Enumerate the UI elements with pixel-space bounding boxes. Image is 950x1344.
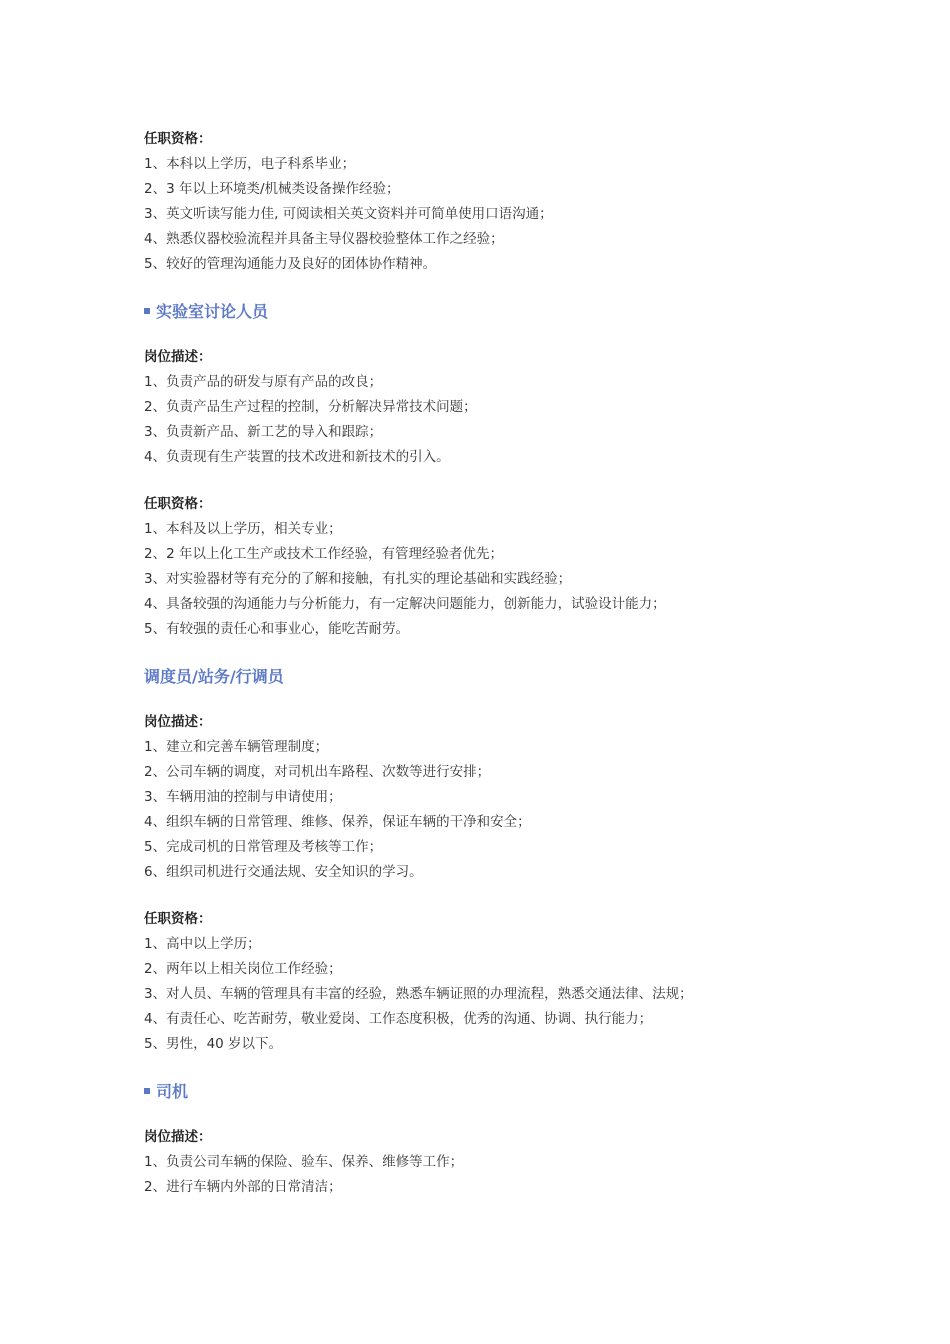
block-label: 任职资格： (144, 911, 212, 927)
list-item: 4、具备较强的沟通能力与分析能力，有一定解决问题能力，创新能力，试验设计能力； (144, 596, 666, 612)
block-spacer (144, 470, 864, 492)
list-item: 2、公司车辆的调度，对司机出车路程、次数等进行安排； (144, 764, 491, 780)
section-heading-text: 调度员/站务/行调员 (144, 667, 284, 686)
list-item: 3、对实验器材等有充分的了解和接触，有扎实的理论基础和实践经验； (144, 571, 572, 587)
heading-spacer (144, 690, 864, 710)
list-item: 2、负责产品生产过程的控制，分析解决异常技术问题； (144, 399, 477, 415)
section-heading-text: 实验室讨论人员 (156, 302, 269, 321)
list-item: 4、有责任心、吃苦耐劳，敬业爱岗、工作态度积极，优秀的沟通、协调、执行能力； (144, 1011, 653, 1027)
heading-spacer (144, 325, 864, 345)
list-item: 6、组织司机进行交通法规、安全知识的学习。 (144, 864, 423, 880)
list-item: 3、英文听读写能力佳, 可阅读相关英文资料并可简单使用口语沟通； (144, 206, 553, 222)
section-spacer (144, 642, 864, 664)
list-item: 1、本科及以上学历，相关专业； (144, 521, 342, 537)
list-item: 2、3 年以上环境类/机械类设备操作经验； (144, 181, 400, 197)
list-item: 2、两年以上相关岗位工作经验； (144, 961, 342, 977)
list-item: 1、本科以上学历，电子科系毕业； (144, 156, 356, 172)
section-spacer (144, 1057, 864, 1079)
section-heading-text: 司机 (156, 1082, 189, 1101)
list-item: 4、组织车辆的日常管理、维修、保养，保证车辆的干净和安全； (144, 814, 531, 830)
list-item: 5、较好的管理沟通能力及良好的团体协作精神。 (144, 256, 437, 272)
block-label: 任职资格： (144, 496, 212, 512)
list-item: 1、负责产品的研发与原有产品的改良； (144, 374, 383, 390)
list-item: 2、2 年以上化工生产或技术工作经验，有管理经验者优先； (144, 546, 503, 562)
square-bullet-icon (144, 308, 150, 314)
document-body (144, 127, 864, 1200)
list-item: 4、熟悉仪器校验流程并具备主导仪器校验整体工作之经验； (144, 231, 504, 247)
list-item: 3、对人员、车辆的管理具有丰富的经验，熟悉车辆证照的办理流程，熟悉交通法律、法规； (144, 986, 693, 1002)
block-label: 任职资格： (144, 131, 212, 147)
section-heading (144, 664, 864, 690)
section-heading (144, 1079, 864, 1105)
section-heading (144, 299, 864, 325)
list-item: 3、负责新产品、新工艺的导入和跟踪； (144, 424, 383, 440)
list-item: 2、进行车辆内外部的日常清洁； (144, 1179, 342, 1195)
list-item: 3、车辆用油的控制与申请使用； (144, 789, 342, 805)
list-item: 5、完成司机的日常管理及考核等工作； (144, 839, 383, 855)
list-item: 5、男性，40 岁以下。 (144, 1036, 283, 1052)
block-label: 岗位描述： (144, 349, 212, 365)
list-item: 1、建立和完善车辆管理制度； (144, 739, 329, 755)
list-item: 5、有较强的责任心和事业心，能吃苦耐劳。 (144, 621, 410, 637)
heading-spacer (144, 1105, 864, 1125)
list-item: 4、负责现有生产装置的技术改进和新技术的引入。 (144, 449, 450, 465)
block-label: 岗位描述： (144, 714, 212, 730)
block-spacer (144, 885, 864, 907)
list-item: 1、高中以上学历； (144, 936, 261, 952)
section-spacer (144, 277, 864, 299)
square-bullet-icon (144, 1088, 150, 1094)
block-label: 岗位描述： (144, 1129, 212, 1145)
list-item: 1、负责公司车辆的保险、验车、保养、维修等工作； (144, 1154, 464, 1170)
